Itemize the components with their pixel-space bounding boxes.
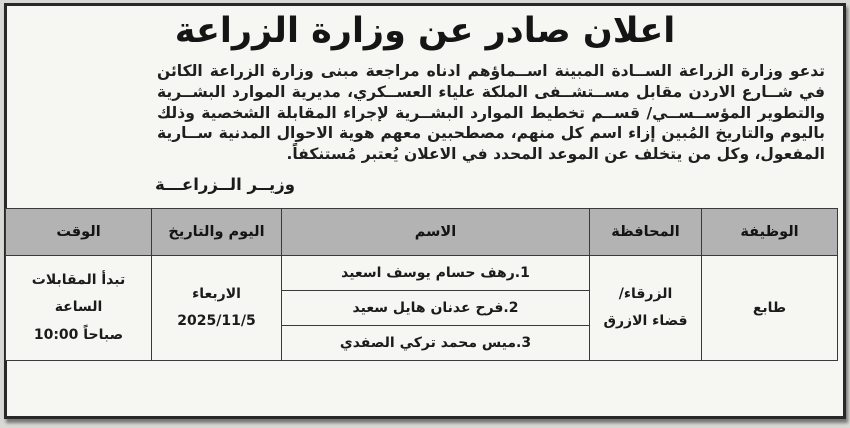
time-line-2: 10:00 صباحاً [33,326,124,343]
name-cell-2: 2.فرح عدنان هايل سعيد [282,290,590,325]
day-line: الاربعاء [192,285,241,302]
time-line-1: تبدأ المقابلات الساعة [31,272,126,316]
job-cell: طابع [702,255,838,360]
announcement-document [4,3,846,419]
governorate-line-2: قضاء الازرق [603,312,688,329]
name-cell-1: 1.رهف حسام يوسف اسعيد [282,255,590,290]
table-row [6,255,838,290]
column-header-job: الوظيفة [702,208,838,255]
announcement-title: اعلان صادر عن وزارة الزراعة [174,11,676,51]
column-header-governorate: المحافظة [590,208,702,255]
table-header-row [6,208,838,255]
governorate-line-1: الزرقاء/ [618,285,673,302]
column-header-day-date: اليوم والتاريخ [152,208,282,255]
day-date-cell [152,255,282,360]
announcement-body: تدعو وزارة الزراعة الســادة المبينة اســماؤهم ادناه مراجعة مبنى وزارة الزراعة الكائن في شــارع الاردن مقابل مســتشــفى الملكة علياء العســكري، مديرية الموارد البشــرية والتطوير المؤســســي/ قســم تخطيط الموارد البشــرية لإجراء المقابلة الشخصية وذلك باليوم والتاريخ المُبين إزاء اسم كل منهم، مصطحبين معهم هوية الاحوال المدنية ســارية المفعول، وكل من يتخلف عن الموعد المحدد في الاعلان يُعتبر مُستنكفاً. [157,62,825,164]
column-header-name: الاسم [282,208,590,255]
governorate-cell [590,255,702,360]
time-cell [6,255,152,360]
schedule-table [5,208,838,361]
date-line: 2025/11/5 [177,312,256,329]
name-cell-3: 3.ميس محمد تركي الصفدي [282,325,590,360]
minister-signature: وزيــر الــزراعـــة [155,174,295,194]
column-header-time: الوقت [6,208,152,255]
